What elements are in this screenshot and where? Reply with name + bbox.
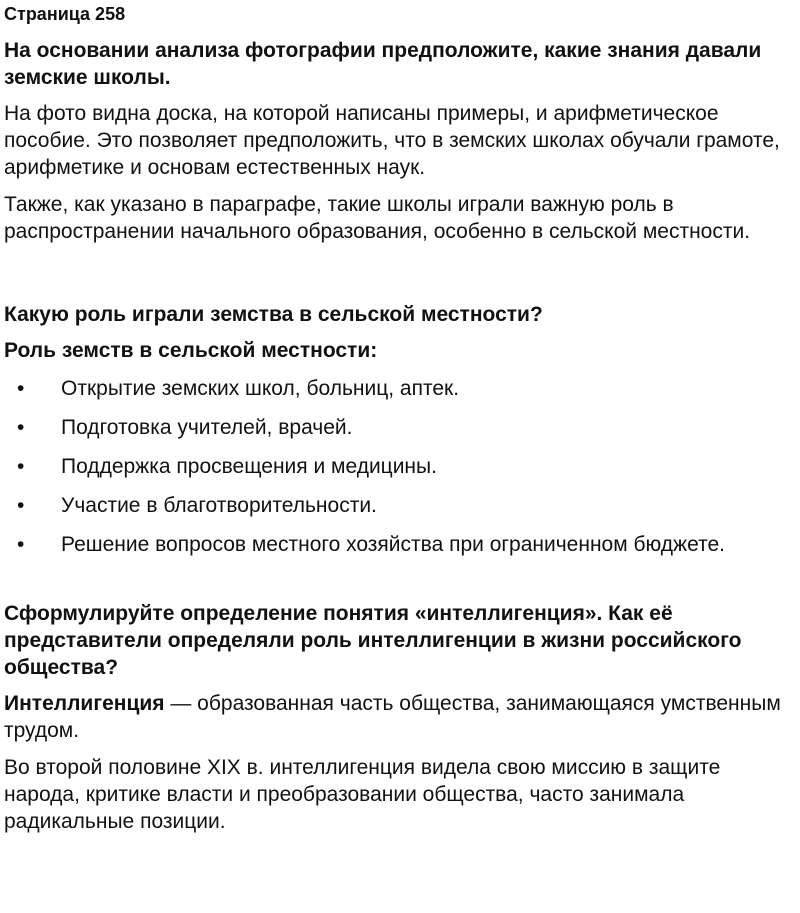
bullet-icon: • bbox=[17, 416, 25, 439]
bullet-icon: • bbox=[17, 533, 25, 556]
answer-1-paragraph-1: На фото видна доска, на которой написаны примеры, и арифметическое пособие. Это позволяет предположить, что в земских школах обучали грамоте, арифметике и основам естественных наук. bbox=[4, 102, 780, 179]
list-item bbox=[4, 531, 796, 558]
term-intelligentsia: Интеллигенция bbox=[4, 692, 165, 715]
list-item-text: Решение вопросов местного хозяйства при ограниченном бюджете. bbox=[61, 533, 725, 556]
question-2: Какую роль играли земства в сельской местности? bbox=[4, 303, 543, 326]
list-item-text: Открытие земских школ, больниц, аптек. bbox=[61, 377, 460, 400]
answer-3-definition bbox=[4, 690, 796, 744]
answer-3-paragraph-2: Во второй половине XIX в. интеллигенция видела свою миссию в защите народа, критике власти и преобразовании общества, часто занимала радикальные позиции. bbox=[4, 756, 721, 833]
list-item bbox=[4, 414, 796, 441]
bullet-icon: • bbox=[17, 494, 25, 517]
answer-1-paragraph-2: Также, как указано в параграфе, такие школы играли важную роль в распространении начального образования, особенно в сельской местности. bbox=[4, 193, 751, 243]
bullet-icon: • bbox=[17, 455, 25, 478]
list-item bbox=[4, 492, 796, 519]
list-item-text: Участие в благотворительности. bbox=[61, 494, 377, 517]
question-3: Сформулируйте определение понятия «интеллигенция». Как её представители определяли роль интеллигенции в жизни российского общества? bbox=[4, 602, 742, 679]
list-item-text: Поддержка просвещения и медицины. bbox=[61, 455, 437, 478]
definition-text: — образованная часть общества, занимающаяся умственным трудом. bbox=[4, 692, 781, 742]
answer-2-heading: Роль земств в сельской местности: bbox=[4, 339, 378, 362]
page-number-label: Страница 258 bbox=[4, 4, 126, 24]
answer-2-list bbox=[4, 375, 796, 558]
list-item-text: Подготовка учителей, врачей. bbox=[61, 416, 353, 439]
bullet-icon: • bbox=[17, 377, 25, 400]
list-item bbox=[4, 375, 796, 402]
question-1: На основании анализа фотографии предположите, какие знания давали земские школы. bbox=[4, 39, 762, 89]
list-item bbox=[4, 453, 796, 480]
